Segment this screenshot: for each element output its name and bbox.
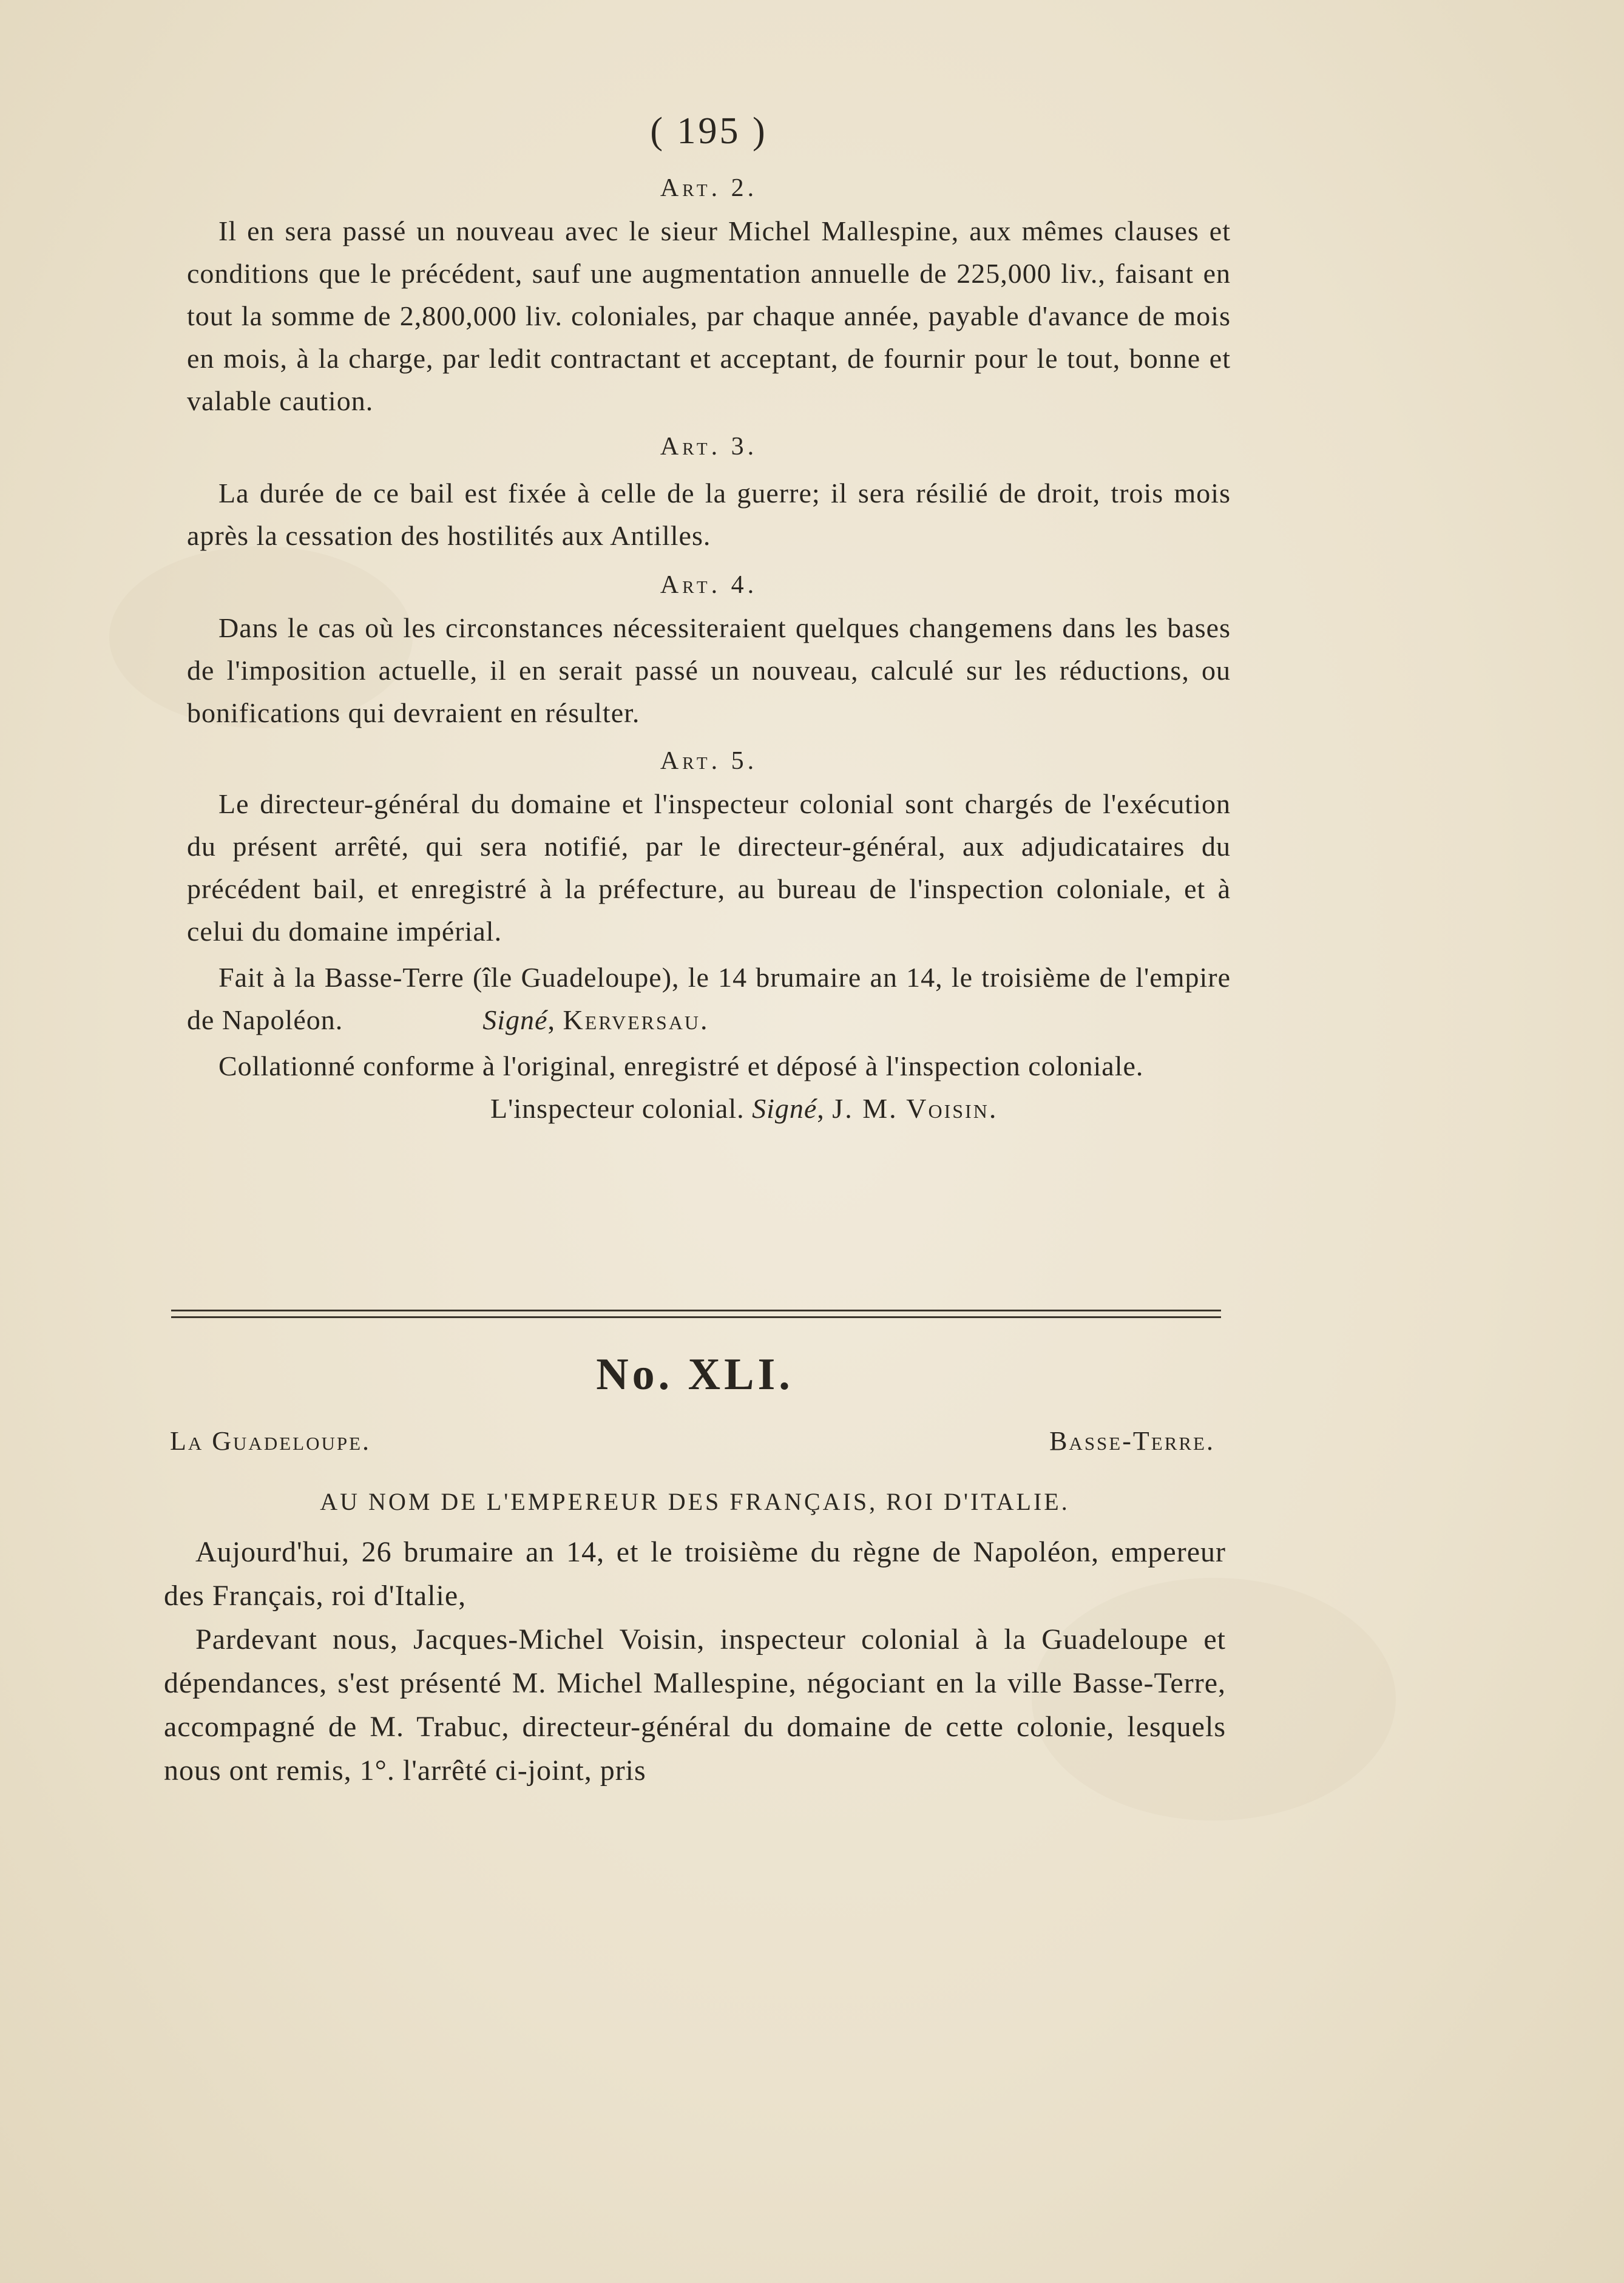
body-paragraph: Pardevant nous, Jacques-Michel Voisin, inspecteur colonial à la Guadeloupe et dépendances, s'est présenté M. Michel Mallespine, négociant en la ville Basse-Terre, accompagné de M. Trabuc, directeur-général du domaine de cette colonie, lesquels nous ont remis, 1°. l'arrêté ci-joint, pris [164,1623,1226,1787]
fait-text: Fait à la Basse-Terre (île Guadeloupe), le 14 brumaire an 14, le troisième de l'empire de Napoléon. [187,962,1231,1035]
article-heading: Art. 3. [660,433,758,461]
section-divider [171,1310,1221,1318]
fait-paragraph: Fait à la Basse-Terre (île Guadeloupe), le 14 brumaire an 14, le troisième de l'empire de Napoléon. Signé, Kerversau. [187,962,1231,1035]
page-number: ( 195 ) [650,110,768,152]
inspector-signature-line: L'inspecteur colonial. Signé, J. M. Voisin. [490,1093,998,1124]
lower-text-block [164,1341,1226,1793]
article-heading: Art. 4. [660,571,758,599]
signer-kerversau: Kerversau. [563,1004,709,1035]
place-left: La Guadeloupe. [170,1426,371,1456]
signe-label: Signé [752,1093,817,1124]
place-row [164,1420,1226,1463]
upper-text-block [187,107,1231,1130]
place-right: Basse-Terre. [1049,1426,1215,1456]
article-heading: Art. 2. [660,174,758,202]
body-paragraph: Aujourd'hui, 26 brumaire an 14, et le troisième du règne de Napoléon, empereur des Français, roi d'Italie, [164,1536,1226,1612]
signer-voisin: J. M. Voisin. [832,1093,998,1124]
decree-title: AU NOM DE L'EMPEREUR DES FRANÇAIS, ROI D'ITALIE. [320,1488,1070,1515]
article-text: Il en sera passé un nouveau avec le sieur Michel Mallespine, aux mêmes clauses et conditions que le précédent, sauf une augmentation annuelle de 225,000 liv., faisant en tout la somme de 2,800,000 liv. coloniales, par chaque année, payable d'avance de mois en mois, à la charge, par ledit contractant et acceptant, de fournir pour le tout, bonne et valable caution. [187,215,1231,416]
signe-label: Signé [482,1004,548,1035]
inspector-prefix: L'inspecteur colonial. [490,1093,745,1124]
document-number: No. XLI. [596,1350,794,1399]
article-text: Le directeur-général du domaine et l'inspecteur colonial sont chargés de l'exécution du présent arrêté, qui sera notifié, par le directeur-général, aux adjudicataires du précédent bail, et enregistré à la préfecture, au bureau de l'inspection coloniale, et à celui du domaine impérial. [187,788,1231,947]
article-heading: Art. 5. [660,747,758,775]
article-text: Dans le cas où les circonstances nécessiteraient quelques changemens dans les bases de l'imposition actuelle, il en serait passé un nouveau, calculé sur les réductions, ou bonifications qui devraient en résulter. [187,612,1231,728]
collationne-paragraph: Collationné conforme à l'original, enregistré et déposé à l'inspection coloniale. [218,1050,1144,1081]
article-text: La durée de ce bail est fixée à celle de la guerre; il sera résilié de droit, trois mois après la cessation des hostilités aux Antilles. [187,478,1231,551]
